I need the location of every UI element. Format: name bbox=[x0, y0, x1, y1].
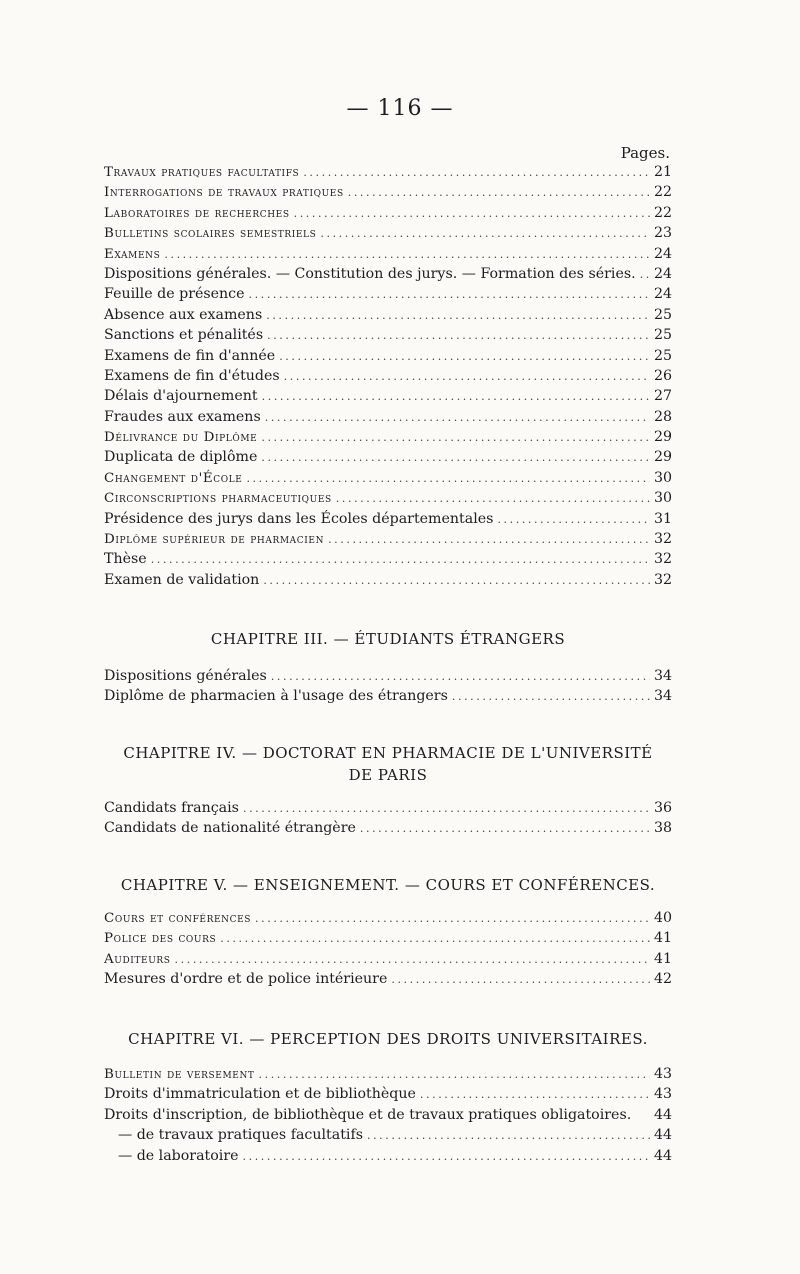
toc-entry-page: 24 bbox=[653, 286, 672, 303]
toc-entry-title: Fraudes aux examens bbox=[104, 408, 261, 425]
toc-entry-page: 40 bbox=[653, 910, 672, 926]
toc-entry bbox=[104, 266, 672, 286]
toc-entry-page: 32 bbox=[653, 531, 672, 548]
toc-entry-title: Interrogations de travaux pratiques bbox=[104, 185, 344, 201]
toc-entry-title: Duplicata de diplôme bbox=[104, 449, 258, 466]
toc-entry bbox=[104, 1148, 672, 1168]
toc-entry-page: 22 bbox=[653, 204, 672, 221]
toc-entry-title: Candidats français bbox=[104, 800, 239, 816]
dot-leader bbox=[175, 953, 650, 966]
toc-entry-page: 32 bbox=[653, 551, 672, 568]
dot-leader bbox=[303, 166, 650, 179]
dot-leader bbox=[261, 431, 650, 444]
toc-entry bbox=[104, 327, 672, 347]
toc-entry bbox=[104, 225, 672, 245]
toc-entry-title: Examens bbox=[104, 246, 161, 262]
toc-entry-page: 27 bbox=[653, 388, 672, 405]
toc-entry bbox=[104, 930, 672, 950]
toc-entry-page: 25 bbox=[653, 306, 672, 323]
toc-entry-page: 21 bbox=[653, 164, 672, 180]
dot-leader bbox=[243, 802, 650, 815]
dot-leader bbox=[265, 411, 650, 424]
toc-entry-title: Feuille de présence bbox=[104, 286, 245, 303]
toc-entry-page: 32 bbox=[653, 571, 672, 588]
toc-entry-page: 25 bbox=[653, 327, 672, 344]
toc-entry bbox=[104, 205, 672, 225]
toc-entry-page: 30 bbox=[653, 490, 672, 507]
dot-leader bbox=[246, 472, 650, 485]
toc-entry-title: Auditeurs bbox=[104, 951, 171, 967]
toc-entry-title: Candidats de nationalité étrangère bbox=[104, 820, 356, 837]
toc-entry bbox=[104, 368, 672, 388]
dot-leader bbox=[391, 973, 650, 986]
toc-entry bbox=[104, 348, 672, 368]
toc-entry-page: 30 bbox=[653, 469, 672, 486]
chapter-heading-vi: CHAPITRE VI. — PERCEPTION DES DROITS UNIVERSITAIRES. bbox=[128, 1030, 648, 1048]
toc-entry-title: Circonscriptions pharmaceutiques bbox=[104, 491, 332, 507]
toc-entry-title: Droits d'inscription, de bibliothèque et de travaux pratiques obligatoires. bbox=[104, 1106, 632, 1123]
toc-entry-page: 44 bbox=[653, 1106, 672, 1123]
toc-entry-page: 24 bbox=[653, 265, 672, 282]
toc-chapter-iii bbox=[104, 668, 672, 709]
toc-entry bbox=[104, 951, 672, 971]
toc-entry bbox=[104, 1127, 672, 1147]
toc-section-examens bbox=[104, 164, 672, 592]
toc-entry bbox=[104, 286, 672, 306]
toc-entry-page: 29 bbox=[653, 449, 672, 466]
toc-entry bbox=[104, 184, 672, 204]
toc-entry bbox=[104, 800, 672, 820]
toc-entry bbox=[104, 910, 672, 930]
toc-entry-page: 25 bbox=[653, 347, 672, 364]
toc-entry-page: 44 bbox=[653, 1147, 672, 1164]
toc-entry-page: 36 bbox=[653, 800, 672, 816]
toc-entry-page: 34 bbox=[653, 668, 672, 684]
toc-entry-title: Absence aux examens bbox=[104, 306, 263, 323]
toc-entry bbox=[104, 668, 672, 688]
toc-entry bbox=[104, 511, 672, 531]
toc-entry-title: — de travaux pratiques facultatifs bbox=[118, 1127, 363, 1144]
toc-entry bbox=[104, 1066, 672, 1086]
toc-entry-title: Délivrance du Diplôme bbox=[104, 430, 258, 446]
dot-leader bbox=[284, 370, 650, 383]
toc-entry-title: — de laboratoire bbox=[118, 1147, 239, 1164]
toc-entry-title: Thèse bbox=[104, 551, 147, 568]
toc-entry-title: Bulletin de versement bbox=[104, 1067, 255, 1082]
toc-entry bbox=[104, 1107, 672, 1127]
pages-column-label: Pages. bbox=[620, 144, 670, 162]
chapter-heading-v: CHAPITRE V. — ENSEIGNEMENT. — COURS ET CONFÉRENCES. bbox=[120, 876, 656, 894]
toc-entry-title: Police des cours bbox=[104, 931, 217, 947]
dot-leader bbox=[220, 932, 650, 945]
dot-leader bbox=[420, 1088, 650, 1101]
toc-entry-page: 43 bbox=[653, 1086, 672, 1103]
toc-entry bbox=[104, 164, 672, 184]
dot-leader bbox=[259, 1068, 650, 1081]
toc-entry-title: Examens de fin d'études bbox=[104, 367, 280, 384]
toc-entry-title: Changement d'École bbox=[104, 470, 243, 486]
toc-entry bbox=[104, 246, 672, 266]
dot-leader bbox=[249, 288, 650, 301]
toc-entry bbox=[104, 572, 672, 592]
toc-entry bbox=[104, 1086, 672, 1106]
toc-entry-title: Délais d'ajournement bbox=[104, 388, 258, 405]
toc-entry-page: 43 bbox=[653, 1066, 672, 1082]
toc-entry-page: 42 bbox=[653, 971, 672, 988]
dot-leader bbox=[261, 451, 650, 464]
toc-entry bbox=[104, 449, 672, 469]
dot-leader bbox=[360, 822, 650, 835]
dot-leader bbox=[320, 227, 650, 240]
dot-leader bbox=[271, 670, 650, 683]
toc-entry-title: Dispositions générales. — Constitution des jurys. — Formation des séries. bbox=[104, 265, 636, 282]
toc-entry-title: Diplôme de pharmacien à l'usage des étrangers bbox=[104, 688, 448, 705]
chapter-heading-iv: CHAPITRE IV. — DOCTORAT EN PHARMACIE DE L'UNIVERSITÉ DE PARIS bbox=[123, 744, 653, 784]
toc-chapter-v bbox=[104, 910, 672, 992]
toc-entry bbox=[104, 531, 672, 551]
dot-leader bbox=[497, 513, 650, 526]
dot-leader bbox=[336, 492, 650, 505]
toc-entry bbox=[104, 820, 672, 840]
toc-entry bbox=[104, 688, 672, 708]
dot-leader bbox=[266, 309, 650, 322]
toc-entry-title: Droits d'immatriculation et de bibliothèque bbox=[104, 1086, 416, 1103]
toc-entry bbox=[104, 409, 672, 429]
toc-chapter-vi bbox=[104, 1066, 672, 1168]
toc-entry-page: 22 bbox=[653, 184, 672, 201]
toc-entry bbox=[104, 388, 672, 408]
toc-entry-title: Cours et conférences bbox=[104, 911, 252, 926]
dot-leader bbox=[640, 268, 650, 281]
dot-leader bbox=[243, 1150, 650, 1163]
dot-leader bbox=[164, 248, 650, 261]
toc-entry-page: 41 bbox=[653, 950, 672, 967]
toc-entry-title: Examens de fin d'année bbox=[104, 347, 276, 364]
toc-entry-page: 24 bbox=[653, 245, 672, 262]
toc-entry bbox=[104, 490, 672, 510]
dot-leader bbox=[328, 533, 650, 546]
toc-chapter-iv bbox=[104, 800, 672, 841]
toc-entry-page: 34 bbox=[653, 688, 672, 705]
dot-leader bbox=[452, 690, 650, 703]
toc-entry-page: 28 bbox=[653, 408, 672, 425]
toc-entry-title: Présidence des jurys dans les Écoles départementales bbox=[104, 510, 494, 527]
toc-entry-title: Travaux pratiques facultatifs bbox=[104, 165, 300, 180]
toc-entry-title: Examen de validation bbox=[104, 571, 260, 588]
dot-leader bbox=[279, 350, 650, 363]
toc-entry-title: Diplôme supérieur de pharmacien bbox=[104, 532, 325, 548]
toc-entry bbox=[104, 551, 672, 571]
dot-leader bbox=[367, 1129, 650, 1142]
dot-leader bbox=[294, 207, 650, 220]
dot-leader bbox=[263, 574, 650, 587]
toc-entry-page: 41 bbox=[653, 930, 672, 947]
toc-entry-page: 26 bbox=[653, 367, 672, 384]
dot-leader bbox=[348, 186, 650, 199]
chapter-heading-iii: CHAPITRE III. — ÉTUDIANTS ÉTRANGERS bbox=[210, 630, 566, 648]
toc-entry-page: 38 bbox=[653, 820, 672, 837]
toc-entry bbox=[104, 971, 672, 991]
toc-entry-page: 29 bbox=[653, 429, 672, 446]
toc-entry bbox=[104, 307, 672, 327]
dot-leader bbox=[267, 329, 650, 342]
page-number: — 116 — bbox=[346, 96, 454, 121]
toc-entry-title: Dispositions générales bbox=[104, 668, 267, 684]
toc-entry-page: 23 bbox=[653, 225, 672, 242]
dot-leader bbox=[151, 553, 650, 566]
dot-leader bbox=[262, 390, 650, 403]
toc-entry-title: Sanctions et pénalités bbox=[104, 327, 264, 344]
toc-entry bbox=[104, 470, 672, 490]
toc-entry-title: Laboratoires de recherches bbox=[104, 205, 290, 221]
toc-entry-title: Bulletins scolaires semestriels bbox=[104, 226, 317, 242]
toc-entry-page: 44 bbox=[653, 1127, 672, 1144]
toc-entry-title: Mesures d'ordre et de police intérieure bbox=[104, 971, 388, 988]
toc-entry bbox=[104, 429, 672, 449]
dot-leader bbox=[255, 912, 650, 925]
toc-entry-page: 31 bbox=[653, 510, 672, 527]
